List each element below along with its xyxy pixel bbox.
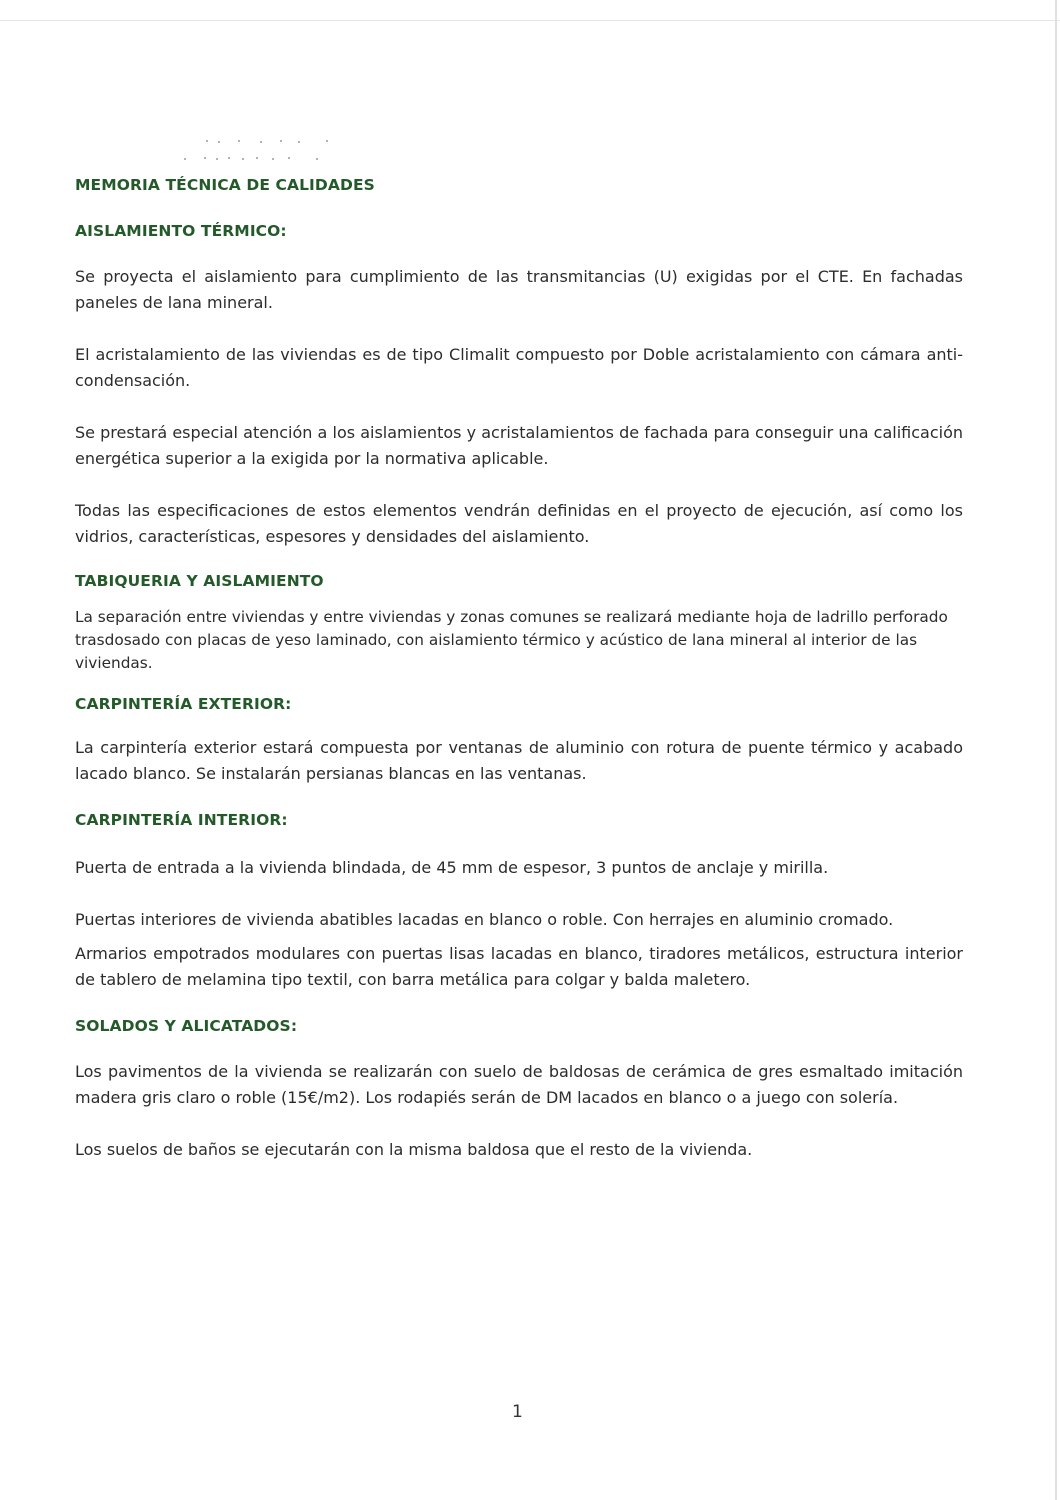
- paragraph: Se proyecta el aislamiento para cumplimiento de las transmitancias (U) exigidas por el CTE. En fachadas paneles de lana mineral.: [75, 267, 963, 312]
- paragraph: La carpintería exterior estará compuesta por ventanas de aluminio con rotura de puente térmico y acabado lacado blanco. Se instalarán persianas blancas en las ventanas.: [75, 738, 963, 783]
- section-heading: CARPINTERÍA EXTERIOR:: [75, 695, 292, 713]
- paragraph: Los suelos de baños se ejecutarán con la misma baldosa que el resto de la vivienda.: [75, 1140, 753, 1159]
- section-solados: [75, 1017, 963, 1163]
- document-title: MEMORIA TÉCNICA DE CALIDADES: [75, 176, 375, 194]
- section-tabiqueria: [75, 572, 963, 675]
- section-heading: CARPINTERÍA INTERIOR:: [75, 811, 288, 829]
- paragraph: Puerta de entrada a la vivienda blindada, de 45 mm de espesor, 3 puntos de anclaje y mirilla.: [75, 858, 829, 877]
- paragraph: La separación entre viviendas y entre viviendas y zonas comunes se realizará mediante hoja de ladrillo perforado trasdosado con placas de yeso laminado, con aislamiento térmico y acústico de lana mineral al interior de las viviendas.: [75, 608, 948, 672]
- section-heading: TABIQUERIA Y AISLAMIENTO: [75, 572, 324, 590]
- paragraph: Los pavimentos de la vivienda se realizarán con suelo de baldosas de cerámica de gres esmaltado imitación madera gris claro o roble (15€/m2). Los rodapiés serán de DM lacados en blanco o a juego con solería.: [75, 1062, 963, 1107]
- document-body: [75, 176, 963, 1189]
- paragraph: Puertas interiores de vivienda abatibles lacadas en blanco o roble. Con herrajes en aluminio cromado.: [75, 910, 894, 929]
- paragraph: Armarios empotrados modulares con puertas lisas lacadas en blanco, tiradores metálicos, estructura interior de tablero de melamina tipo textil, con barra metálica para colgar y balda maletero.: [75, 944, 963, 989]
- scan-artifact-marks: [176, 136, 346, 166]
- section-aislamiento-termico: [75, 222, 963, 550]
- paragraph: Se prestará especial atención a los aislamientos y acristalamientos de fachada para conseguir una calificación energética superior a la exigida por la normativa aplicable.: [75, 423, 963, 468]
- page-top-edge: [0, 20, 1060, 21]
- section-heading: AISLAMIENTO TÉRMICO:: [75, 222, 287, 240]
- section-heading: SOLADOS Y ALICATADOS:: [75, 1017, 298, 1035]
- page-number: 1: [512, 1402, 523, 1422]
- paragraph: El acristalamiento de las viviendas es de tipo Climalit compuesto por Doble acristalamiento con cámara anti-condensación.: [75, 345, 963, 390]
- page-right-edge: [1055, 0, 1057, 1500]
- section-carpinteria-exterior: [75, 695, 963, 787]
- section-carpinteria-interior: [75, 811, 963, 993]
- paragraph: Todas las especificaciones de estos elementos vendrán definidas en el proyecto de ejecución, así como los vidrios, características, espesores y densidades del aislamiento.: [75, 501, 963, 546]
